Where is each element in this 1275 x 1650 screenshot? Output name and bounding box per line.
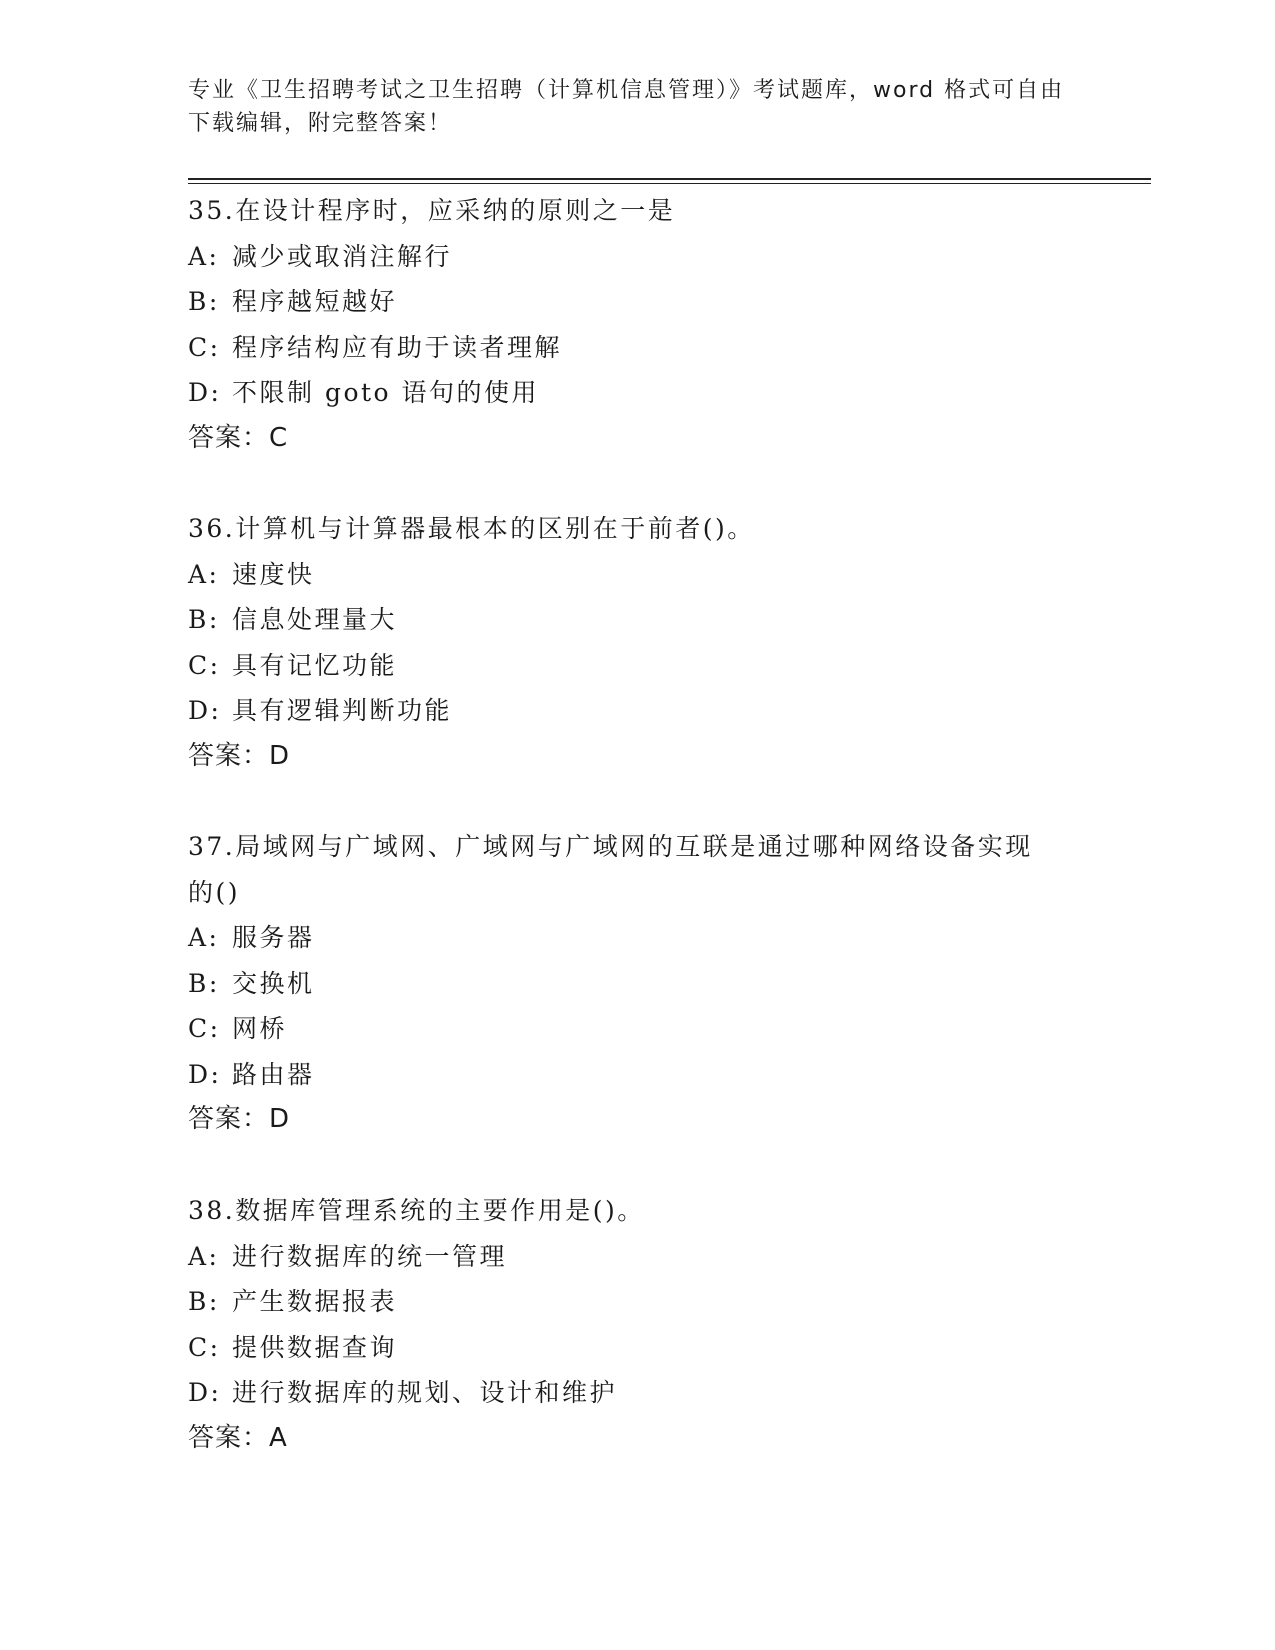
question-stem: 37.局域网与广域网、广域网与广域网的互联是通过哪种网络设备实现的() [188,832,1033,907]
option-letter: D: [188,696,222,725]
question-stem: 35.在设计程序时，应采纳的原则之一是 [188,196,676,225]
option-b [188,961,1088,1007]
option-a [188,234,1088,280]
option-text: 进行数据库的规划、设计和维护 [232,1378,618,1407]
answer-line: 答案：C [188,422,289,453]
question-35 [188,188,1088,461]
option-c [188,1006,1088,1052]
option-letter: D: [188,378,222,407]
header-divider [188,178,1151,180]
question-stem: 36.计算机与计算器最根本的区别在于前者()。 [188,514,755,543]
option-b [188,1279,1088,1325]
option-letter: C: [188,1014,221,1043]
option-letter: A: [188,923,220,952]
header-divider-thin [188,183,1151,184]
option-text: 具有逻辑判断功能 [232,696,453,725]
option-text: 不限制 goto 语句的使用 [232,378,540,407]
option-letter: D: [188,1059,222,1089]
option-text: 程序结构应有助于读者理解 [232,332,563,362]
answer-line: 答案：A [188,1422,288,1453]
option-letter: C: [188,1332,221,1362]
option-b [188,597,1088,643]
option-letter: B: [188,1287,220,1316]
option-letter: B: [188,968,220,998]
option-d [188,1052,1088,1098]
option-c [188,643,1088,689]
option-c [188,325,1088,371]
question-36 [188,506,1088,779]
option-text: 速度快 [232,559,315,589]
option-text: 程序越短越好 [232,287,398,316]
answer-line: 答案：D [188,1104,291,1134]
option-text: 路由器 [232,1059,315,1089]
option-letter: D: [188,1378,222,1407]
option-a [188,915,1088,961]
option-a [188,552,1088,598]
option-text: 具有记忆功能 [232,650,398,680]
option-letter: C: [188,650,221,680]
option-text: 交换机 [232,968,315,998]
option-c [188,1325,1088,1371]
option-letter: A: [188,1241,220,1271]
option-text: 产生数据报表 [232,1287,398,1316]
option-letter: A: [188,559,220,589]
option-text: 服务器 [232,923,315,952]
option-letter: B: [188,287,220,316]
option-d [188,370,1088,416]
option-text: 信息处理量大 [232,605,398,634]
question-37 [188,824,1088,1143]
document-intro: 专业《卫生招聘考试之卫生招聘（计算机信息管理）》考试题库，word 格式可自由下载编辑，附完整答案！ [188,78,1065,136]
question-stem: 38.数据库管理系统的主要作用是()。 [188,1196,645,1225]
option-text: 提供数据查询 [232,1332,398,1362]
option-d [188,1370,1088,1416]
option-text: 进行数据库的统一管理 [232,1241,508,1271]
option-b [188,279,1088,325]
option-text: 减少或取消注解行 [232,241,453,271]
option-text: 网桥 [232,1014,288,1043]
option-letter: B: [188,605,220,634]
answer-line: 答案：D [188,740,291,771]
option-a [188,1234,1088,1280]
question-38 [188,1188,1088,1461]
option-letter: C: [188,332,221,362]
option-letter: A: [188,241,220,271]
option-d [188,688,1088,734]
